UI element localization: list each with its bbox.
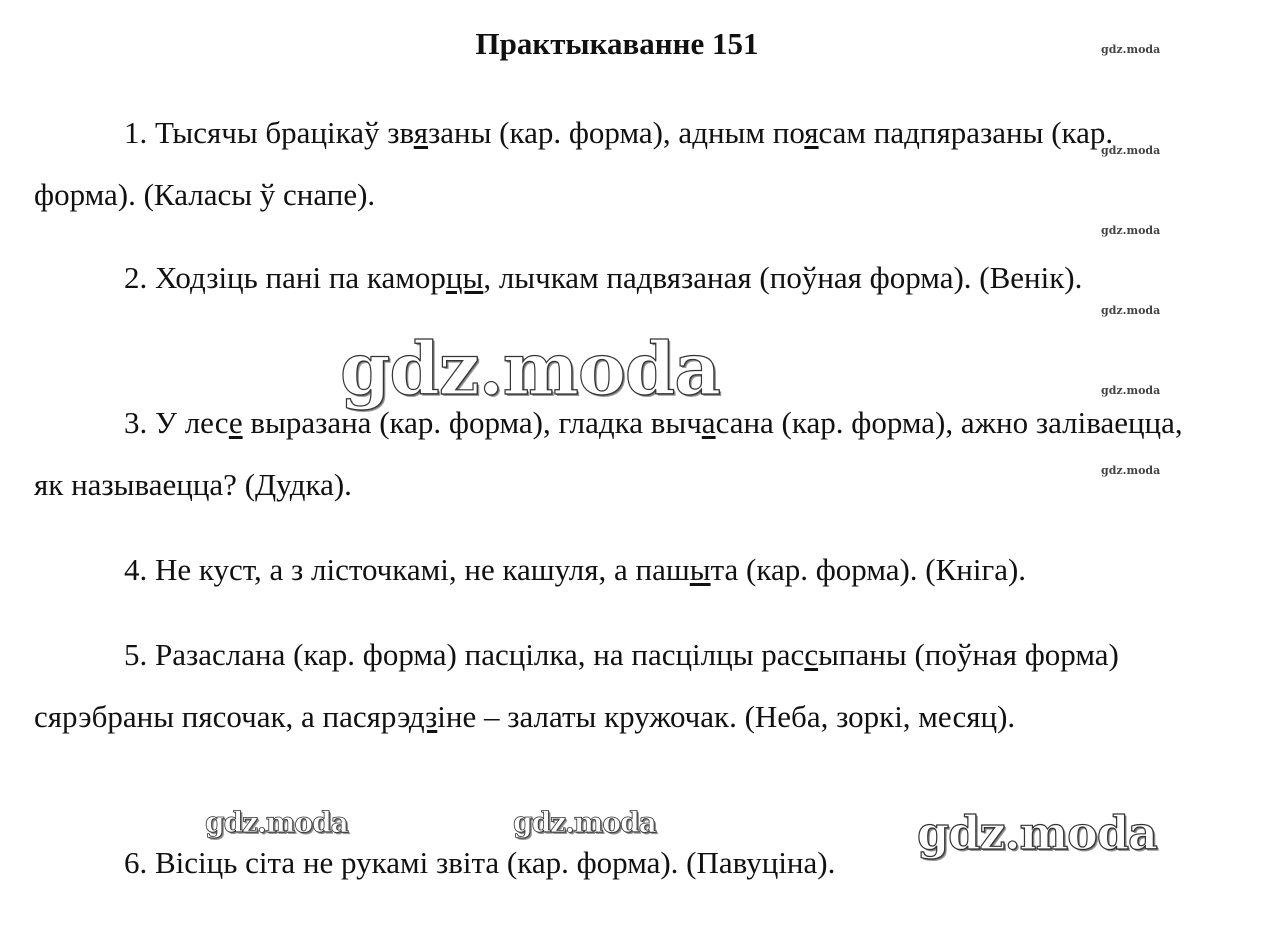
paragraph-text: іне – залаты кружочак. (Неба, зоркі, месяц).: [437, 699, 1016, 734]
underlined-letter: с: [804, 637, 819, 672]
paragraph-text: 2. Ходзіць пані па камор: [124, 260, 446, 295]
paragraph-text: , лычкам падвязаная (поўная форма). (Венік).: [483, 260, 1083, 295]
watermark-large: gdz.moda: [917, 806, 1157, 860]
underlined-letter: ы: [689, 552, 711, 587]
watermark-small: gdz.moda: [1101, 464, 1161, 477]
paragraph-text: сана (кар. форма), ажно заліваецца, як называецца? (Дудка).: [34, 405, 1183, 502]
watermark-medium: gdz.moda: [513, 806, 656, 839]
underlined-letter: а: [701, 405, 716, 440]
watermark-small: gdz.moda: [1101, 144, 1161, 157]
watermark-small: gdz.moda: [1101, 304, 1161, 317]
paragraph-text: ыпаны (поўная форма) сярэбраны пясочак, а пасярэ: [34, 637, 1119, 734]
page-title: Практыкаванне 151: [475, 26, 759, 61]
paragraph-text: 4. Не куст, а з лісточкамі, не кашуля, а паш: [124, 552, 690, 587]
paragraph-text: выразана (кар. форма), гла: [242, 405, 599, 440]
underlined-letter: е: [228, 405, 243, 440]
paragraph-text: 1. Тысячы брацікаў зв: [124, 115, 414, 150]
watermark-small: gdz.moda: [1101, 43, 1161, 56]
underlined-letter: я: [804, 115, 819, 150]
paragraph-text: сам падпяразаны (кар. форма). (Каласы ў снапе).: [34, 115, 1114, 212]
underlined-letter: я: [413, 115, 428, 150]
paragraph-5: [34, 624, 1204, 748]
paragraph-text: 6. Вісіць сіта не рукамі звіта (кар. форма). (Павуціна).: [124, 845, 836, 880]
underlined-letter: д: [598, 405, 615, 440]
watermark-large: gdz.moda: [340, 326, 720, 411]
watermark-medium: gdz.moda: [205, 806, 348, 839]
watermark-small: gdz.moda: [1101, 384, 1161, 397]
paragraph-text: 5. Разаслана (кар. форма) пасцілка, на пасцілцы рас: [124, 637, 805, 672]
underlined-letter: цы: [445, 260, 484, 295]
paragraph-1: [34, 102, 1204, 226]
paragraph-2: [34, 247, 1204, 309]
underlined-letter: дз: [408, 699, 438, 734]
paragraph-text: заны (кар. форма), адным по: [427, 115, 805, 150]
paragraph-4: [34, 539, 1204, 601]
paragraph-text: та (кар. форма). (Кніга).: [710, 552, 1027, 587]
watermark-small: gdz.moda: [1101, 224, 1161, 237]
paragraph-text: 3. У лес: [124, 405, 229, 440]
paragraph-text: ка выч: [614, 405, 702, 440]
